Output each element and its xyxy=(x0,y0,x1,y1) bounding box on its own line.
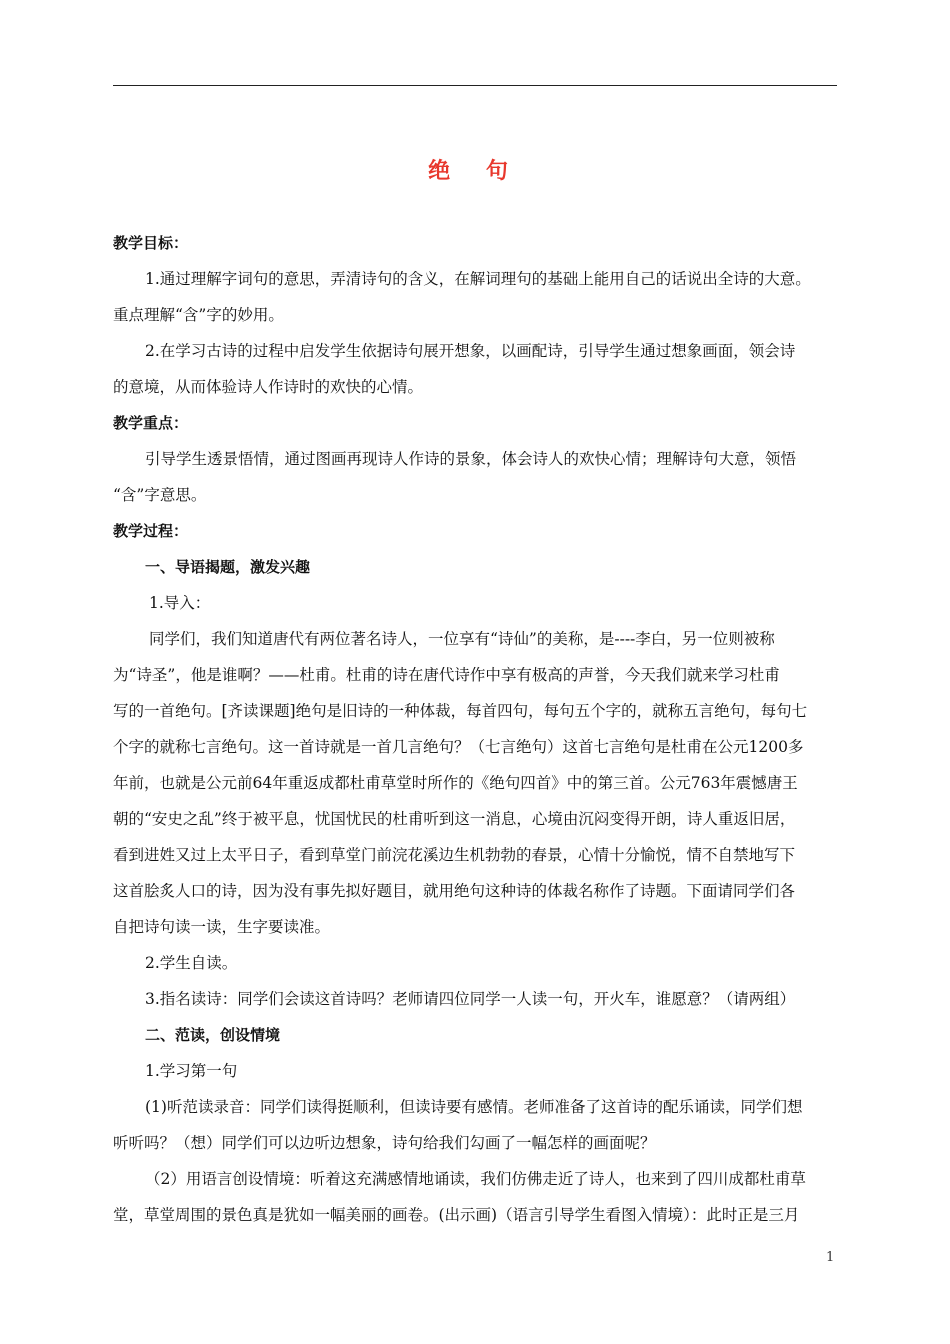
paragraph-line: (1)听范读录音：同学们读得挺顺利，但读诗要有感情。老师准备了这首诗的配乐诵读，同学们想 xyxy=(145,1098,803,1116)
paragraph-line: 同学们，我们知道唐代有两位著名诗人，一位享有“诗仙”的美称，是----李白，另一位则被称 xyxy=(149,630,775,648)
paragraph-line: 朝的“安史之乱”终于被平息，忧国忧民的杜甫听到这一消息，心境由沉闷变得开朗，诗人重返旧居， xyxy=(113,810,796,828)
section-heading-goals: 教学目标： xyxy=(113,234,189,252)
step-label: 2.学生自读。 xyxy=(145,954,238,972)
paragraph-line: （2）用语言创设情境：听着这充满感情地诵读，我们仿佛走近了诗人，也来到了四川成都杜甫草 xyxy=(145,1170,806,1188)
page-number: 1 xyxy=(826,1250,835,1265)
paragraph-line: 重点理解“含”字的妙用。 xyxy=(113,306,284,324)
paragraph-line: 个字的就称七言绝句。这一首诗就是一首几言绝句？（七言绝句）这首七言绝句是杜甫在公元1200多 xyxy=(113,738,804,756)
subsection-heading-reading: 二、范读，创设情境 xyxy=(145,1026,281,1044)
page-title: 绝 句 xyxy=(428,159,522,184)
paragraph-line: “含”字意思。 xyxy=(113,486,207,504)
paragraph-line: 3.指名读诗：同学们会读这首诗吗？老师请四位同学一人读一句，开火车，谁愿意？（请两组） xyxy=(145,990,796,1008)
paragraph-line: 这首脍炙人口的诗，因为没有事先拟好题目，就用绝句这种诗的体裁名称作了诗题。下面请同学们各 xyxy=(113,882,796,900)
paragraph-line: 自把诗句读一读，生字要读准。 xyxy=(113,918,331,936)
section-heading-focus: 教学重点： xyxy=(113,414,189,432)
subsection-heading-intro: 一、导语揭题，激发兴趣 xyxy=(145,558,311,576)
paragraph-line: 1.通过理解字词句的意思，弄清诗句的含义，在解词理句的基础上能用自己的话说出全诗的大意。 xyxy=(145,270,811,288)
step-label: 1.学习第一句 xyxy=(145,1062,238,1080)
paragraph-line: 听听吗？（想）同学们可以边听边想象，诗句给我们勾画了一幅怎样的画面呢？ xyxy=(113,1134,656,1152)
paragraph-line: 年前，也就是公元前64年重返成都杜甫草堂时所作的《绝句四首》中的第三首。公元763年震憾唐王 xyxy=(113,774,798,792)
paragraph-line: 看到进姓又过上太平日子，看到草堂门前浣花溪边生机勃勃的春景，心情十分愉悦，情不自禁地写下 xyxy=(113,846,796,864)
paragraph-line: 引导学生透景悟情，通过图画再现诗人作诗的景象，体会诗人的欢快心情；理解诗句大意，领悟 xyxy=(145,450,797,468)
section-heading-process: 教学过程： xyxy=(113,522,189,540)
header-rule xyxy=(113,85,837,86)
document-body xyxy=(113,225,843,1233)
paragraph-line: 写的一首绝句。[齐读课题]绝句是旧诗的一种体裁，每首四句，每句五个字的，就称五言绝句，每句七 xyxy=(113,702,808,720)
step-label: 1.导入： xyxy=(149,594,211,612)
paragraph-line: 堂，草堂周围的景色真是犹如一幅美丽的画卷。(出示画)（语言引导学生看图入情境）：此时正是三月 xyxy=(113,1206,800,1224)
paragraph-line: 的意境，从而体验诗人作诗时的欢快的心情。 xyxy=(113,378,424,396)
paragraph-line: 为“诗圣”，他是谁啊？——杜甫。杜甫的诗在唐代诗作中享有极高的声誉，今天我们就来学习杜甫 xyxy=(113,666,780,684)
paragraph-line: 2.在学习古诗的过程中启发学生依据诗句展开想象，以画配诗，引导学生通过想象画面，领会诗 xyxy=(145,342,796,360)
